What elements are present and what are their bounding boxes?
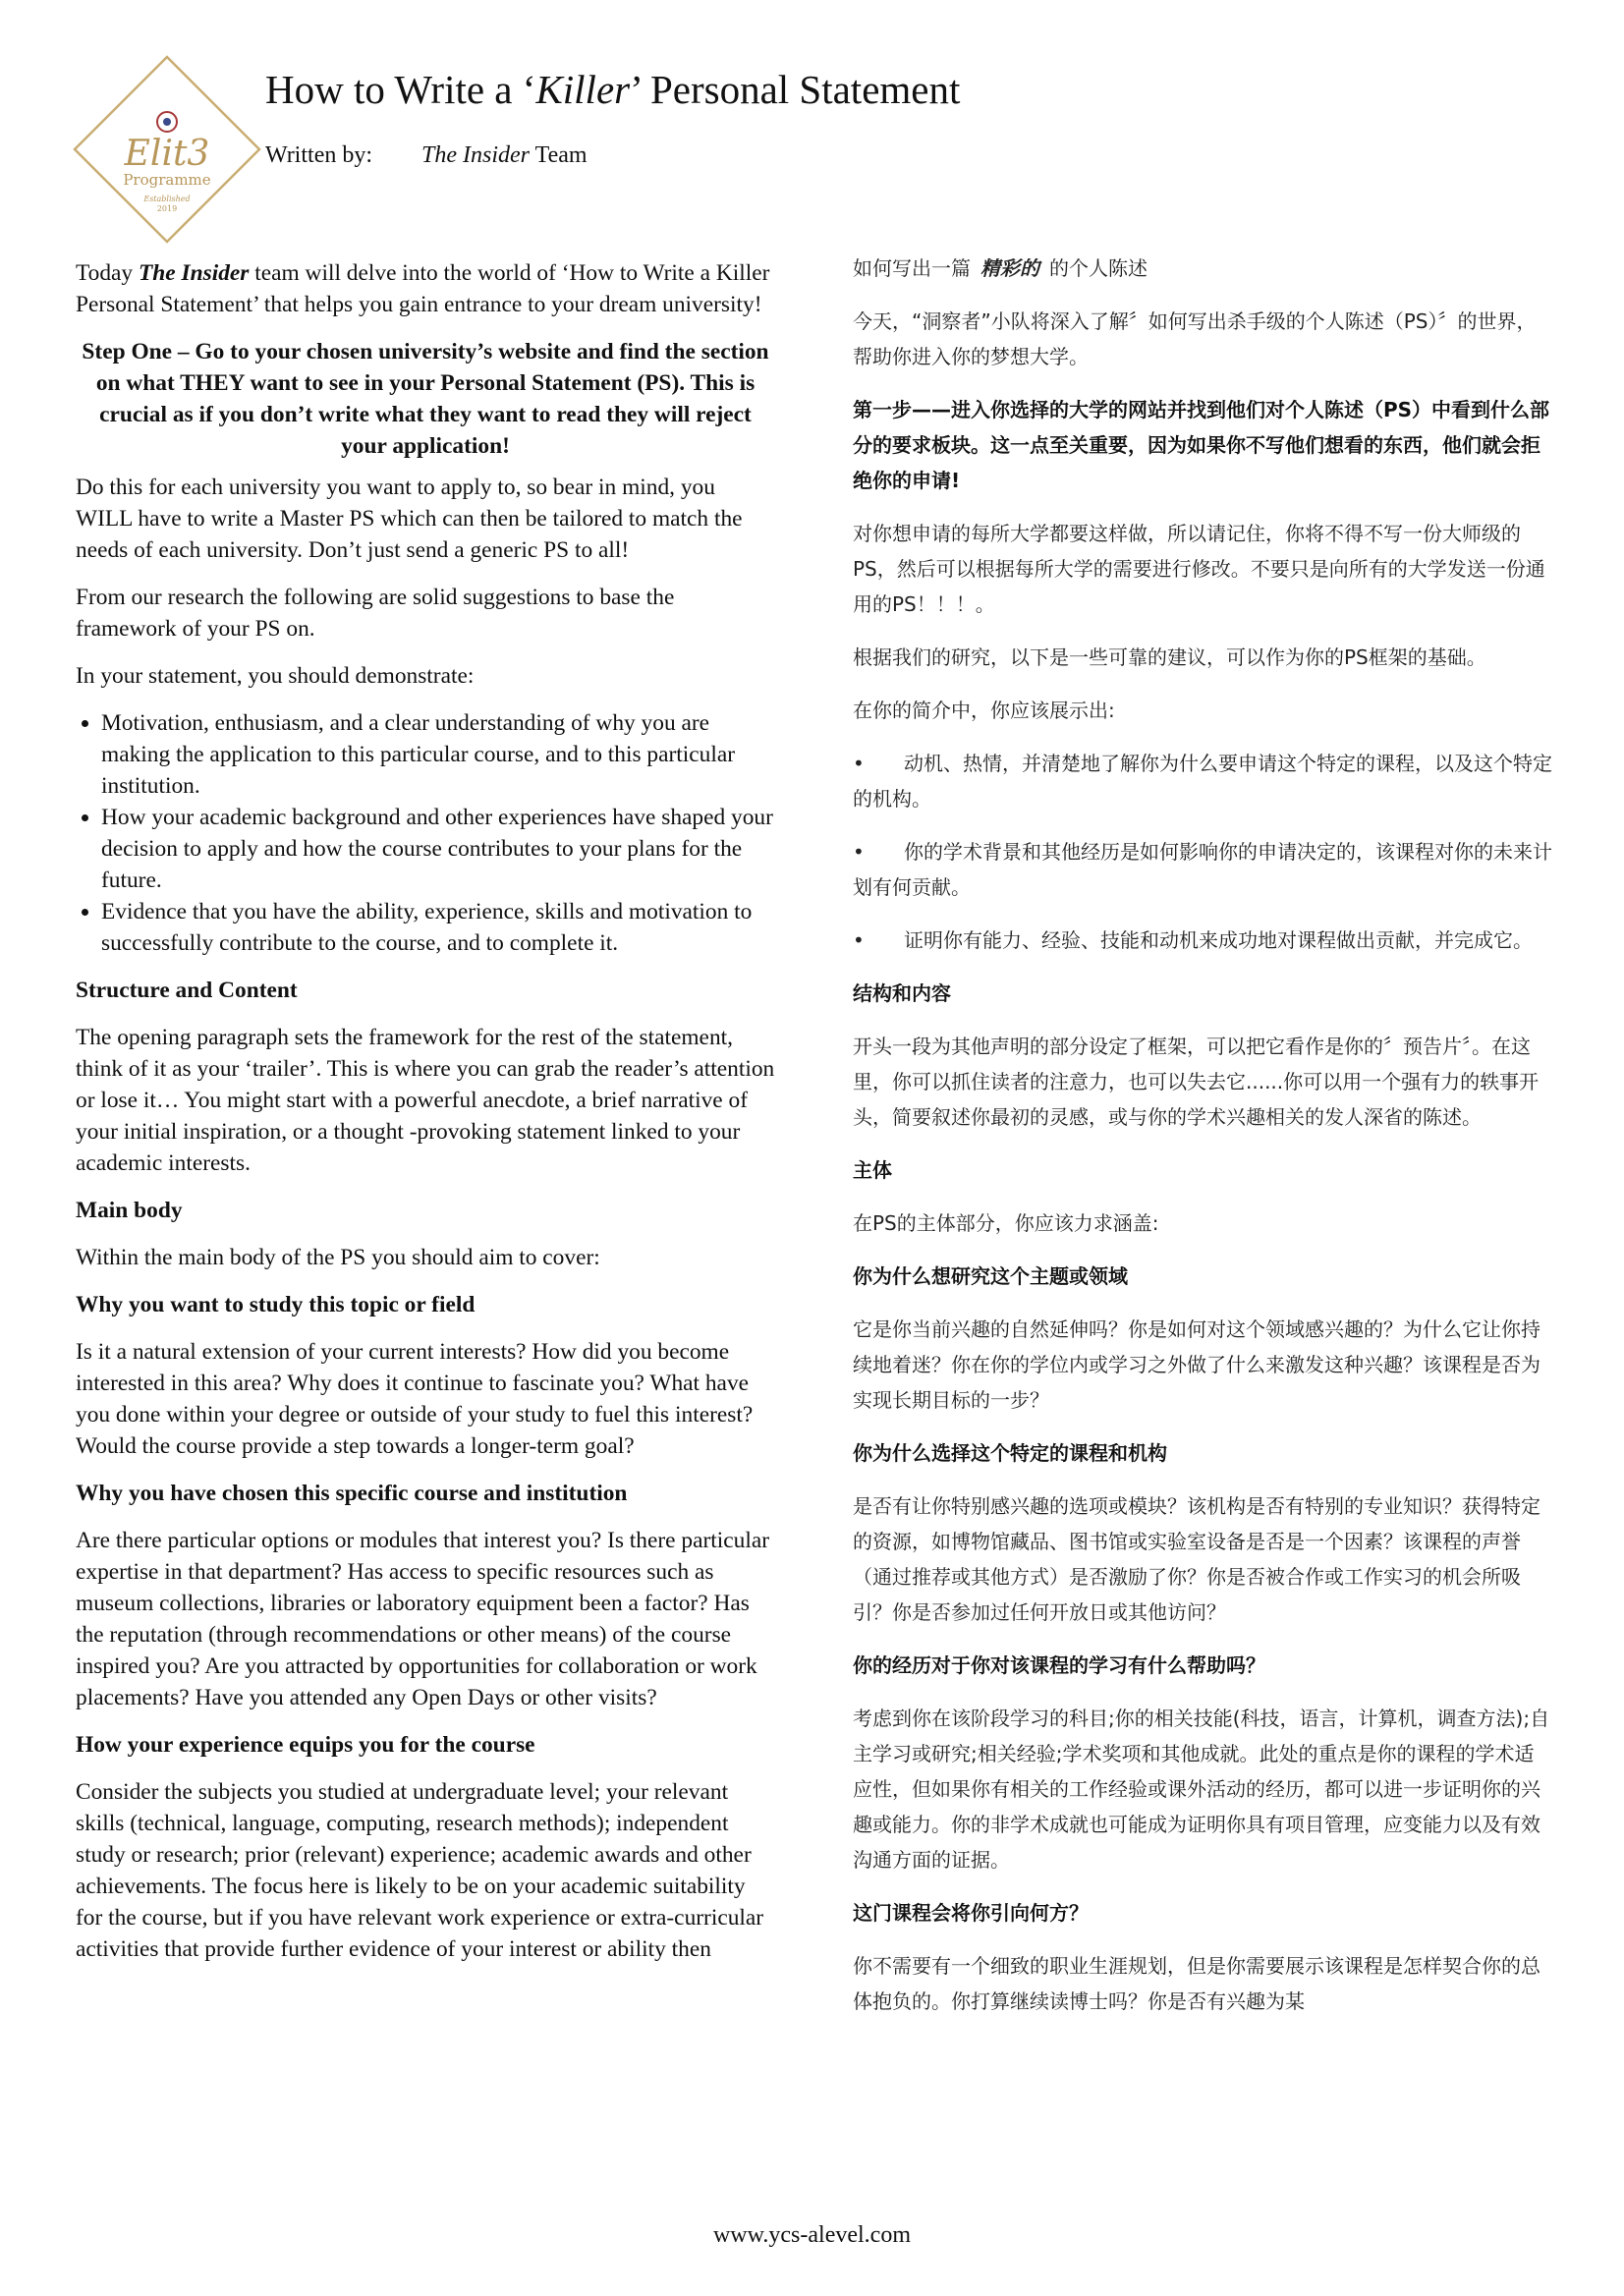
paragraph-each-university: Do this for each university you want to apply to, so bear in mind, you WILL have to write a Master PS which can then be tailored to match the needs of each university. Don’t just send a generic PS to all! xyxy=(76,475,743,563)
chinese-paragraph-each: 对你想申请的每所大学都要这样做，所以请记住，你将不得不写一份大师级的PS，然后可以根据每所大学的需要进行修改。不要只是向所有的大学发送一份通用的PS！！！。 xyxy=(853,522,1545,616)
chinese-step-one-heading: 第一步——进入你选择的大学的网站并找到他们对个人陈述（PS）中看到什么部分的要求板块。这一点至关重要，因为如果你不写他们想看的东西，他们就会拒绝你的申请! xyxy=(853,398,1550,492)
heading-why-course: Why you have chosen this specific course and institution xyxy=(76,1481,628,1506)
chinese-paragraph-main-body: 在PS的主体部分，你应该力求涵盖: xyxy=(853,1211,1159,1235)
chinese-heading-why-course: 你为什么选择这个特定的课程和机构 xyxy=(853,1441,1167,1465)
english-column xyxy=(76,257,775,1981)
logo-script-text: Elit3 xyxy=(124,134,210,174)
demonstrate-list xyxy=(76,707,775,959)
list-item: • Motivation, enthusiasm, and a clear understanding of why you are making the application to this particular course, and to this particular institution. xyxy=(101,707,775,802)
chinese-heading-experience: 你的经历对于你对该课程的学习有什么帮助吗？ xyxy=(853,1653,1265,1677)
title-italic: Killer xyxy=(535,67,631,112)
logo-established-text: Established xyxy=(143,195,191,203)
logo-diamond-icon xyxy=(69,51,265,248)
chinese-paragraph-research: 根据我们的研究，以下是一些可靠的建议，可以作为你的PS框架的基础。 xyxy=(853,645,1486,669)
chinese-list-item: • 你的学术背景和其他经历是如何影响你的申请决定的，该课程对你的未来计划有何贡献。 xyxy=(853,840,1552,899)
page-title: How to Write a ‘Killer’ Personal Statement xyxy=(265,67,961,112)
heading-structure: Structure and Content xyxy=(76,978,298,1003)
chinese-paragraph-structure: 开头一段为其他声明的部分设定了框架，可以把它看作是你的〞预告片〞。在这里，你可以抓住读者的注意力，也可以失去它......你可以用一个强有力的轶事开头，简要叙述你最初的灵感，或与你的学术兴趣相关的发人深省的陈述。 xyxy=(853,1035,1540,1129)
heading-experience: How your experience equips you for the course xyxy=(76,1732,535,1758)
chinese-paragraph-why-course: 是否有让你特别感兴趣的选项或模块？该机构是否有特别的专业知识？获得特定的资源，如博物馆藏品、图书馆或实验室设备是否是一个因素？该课程的声誉（通过推荐或其他方式）是否激励了你？你是否被合作或工作实习的机会所吸引？你是否参加过任何开放日或其他访问？ xyxy=(853,1494,1540,1624)
chinese-paragraph-today: 今天，“洞察者”小队将深入了解〞如何写出杀手级的个人陈述（PS）〞的世界，帮助你进入你的梦想大学。 xyxy=(853,309,1537,368)
list-item: • How your academic background and other experiences have shaped your decision to apply and how the course contributes to your plans for the future. xyxy=(101,802,775,896)
chinese-column xyxy=(853,251,1552,2037)
paragraph-experience: Consider the subjects you studied at undergraduate level; your relevant skills (technical, language, computing, research methods); independent study or research; prior (relevant) experience; academic awards and other achievements. The focus here is likely to be on your academic suitability for the course, but if you have relevant work experience or extra-curricular activities that provide further evidence of your interest or ability then xyxy=(76,1779,764,1962)
chinese-heading-why-topic: 你为什么想研究这个主题或领域 xyxy=(853,1264,1128,1288)
paragraph-demonstrate: In your statement, you should demonstrate: xyxy=(76,663,475,689)
paragraph-main-body: Within the main body of the PS you should aim to cover: xyxy=(76,1245,600,1270)
step-one-heading: Step One – Go to your chosen university’s website and find the section on what THEY want to see in your Personal Statement (PS). This is crucial as if you don’t write what they want to read they will reject your application! xyxy=(82,339,769,459)
chinese-list-item: • 证明你有能力、经验、技能和动机来成功地对课程做出贡献，并完成它。 xyxy=(853,928,1533,952)
logo-year-text: 2019 xyxy=(156,204,178,213)
heading-main-body: Main body xyxy=(76,1198,183,1223)
chinese-heading-lead: 这门课程会将你引向何方？ xyxy=(853,1901,1089,1925)
chinese-paragraph-demonstrate: 在你的简介中，你应该展示出: xyxy=(853,699,1115,722)
footer-website-link[interactable]: www.ycs-alevel.com xyxy=(712,2222,912,2248)
paragraph-why-course: Are there particular options or modules that interest you? Is there particular expertise in that department? Has access to specific resources such as museum collections, libraries or laboratory equipment been a factor? Has the reputation (through recommendations or other means) of the course inspired you? Are you attracted by opportunities for collaboration or work placements? Have you attended any Open Days or other visits? xyxy=(76,1528,770,1710)
elite-programme-logo xyxy=(69,51,265,248)
written-by-label: Written by: xyxy=(265,142,373,168)
chinese-paragraph-why-topic: 它是你当前兴趣的自然延伸吗？你是如何对这个领域感兴趣的？为什么它让你持续地着迷？你在你的学位内或学习之外做了什么来激发这种兴趣？该课程是否为实现长期目标的一步？ xyxy=(853,1317,1540,1412)
heading-why-topic: Why you want to study this topic or field xyxy=(76,1292,476,1317)
chinese-heading-main-body: 主体 xyxy=(853,1158,892,1182)
paragraph-research: From our research the following are solid suggestions to base the framework of your PS on. xyxy=(76,585,675,642)
chinese-heading-structure: 结构和内容 xyxy=(853,981,951,1005)
paragraph-why-topic: Is it a natural extension of your current interests? How did you become interested in this area? Why does it continue to fascinate you? What have you done within your degree or outside of your study to fuel this interest? Would the course provide a step towards a longer-term goal? xyxy=(76,1339,754,1459)
chinese-paragraph-experience: 考虑到你在该阶段学习的科目;你的相关技能(科技，语言，计算机，调查方法);自主学习或研究;相关经验;学术奖项和其他成就。此处的重点是你的课程的学术适应性，但如果你有相关的工作经验或课外活动的经历，都可以进一步证明你的兴趣或能力。你的非学术成就也可能成为证明你具有项目管理，应变能力以及有效沟通方面的证据。 xyxy=(853,1707,1550,1872)
list-item: • Evidence that you have the ability, experience, skills and motivation to successfully contribute to the course, and to complete it. xyxy=(101,896,775,959)
chinese-title-line: 如何写出一篇 精彩的 的个人陈述 xyxy=(853,256,1148,280)
paragraph-structure: The opening paragraph sets the framework for the rest of the statement, think of it as your ‘trailer’. This is where you can grab the reader’s attention or lose it… You might start with a powerful anecdote, a brief narrative of your initial inspiration, or a thought -provoking statement linked to your academic interests. xyxy=(76,1025,775,1176)
author-team: The Insider Team xyxy=(421,142,588,168)
intro-paragraph: Today The Insider team will delve into the world of ‘How to Write a Killer Personal Statement’ that helps you gain entrance to your dream university! xyxy=(76,260,770,317)
logo-programme-text: Programme xyxy=(123,171,211,189)
byline xyxy=(265,142,588,169)
chinese-list-item: • 动机、热情，并清楚地了解你为什么要申请这个特定的课程，以及这个特定的机构。 xyxy=(853,752,1552,811)
chinese-paragraph-lead: 你不需要有一个细致的职业生涯规划，但是你需要展示该课程是怎样契合你的总体抱负的。你打算继续读博士吗？你是否有兴趣为某 xyxy=(853,1954,1540,2013)
